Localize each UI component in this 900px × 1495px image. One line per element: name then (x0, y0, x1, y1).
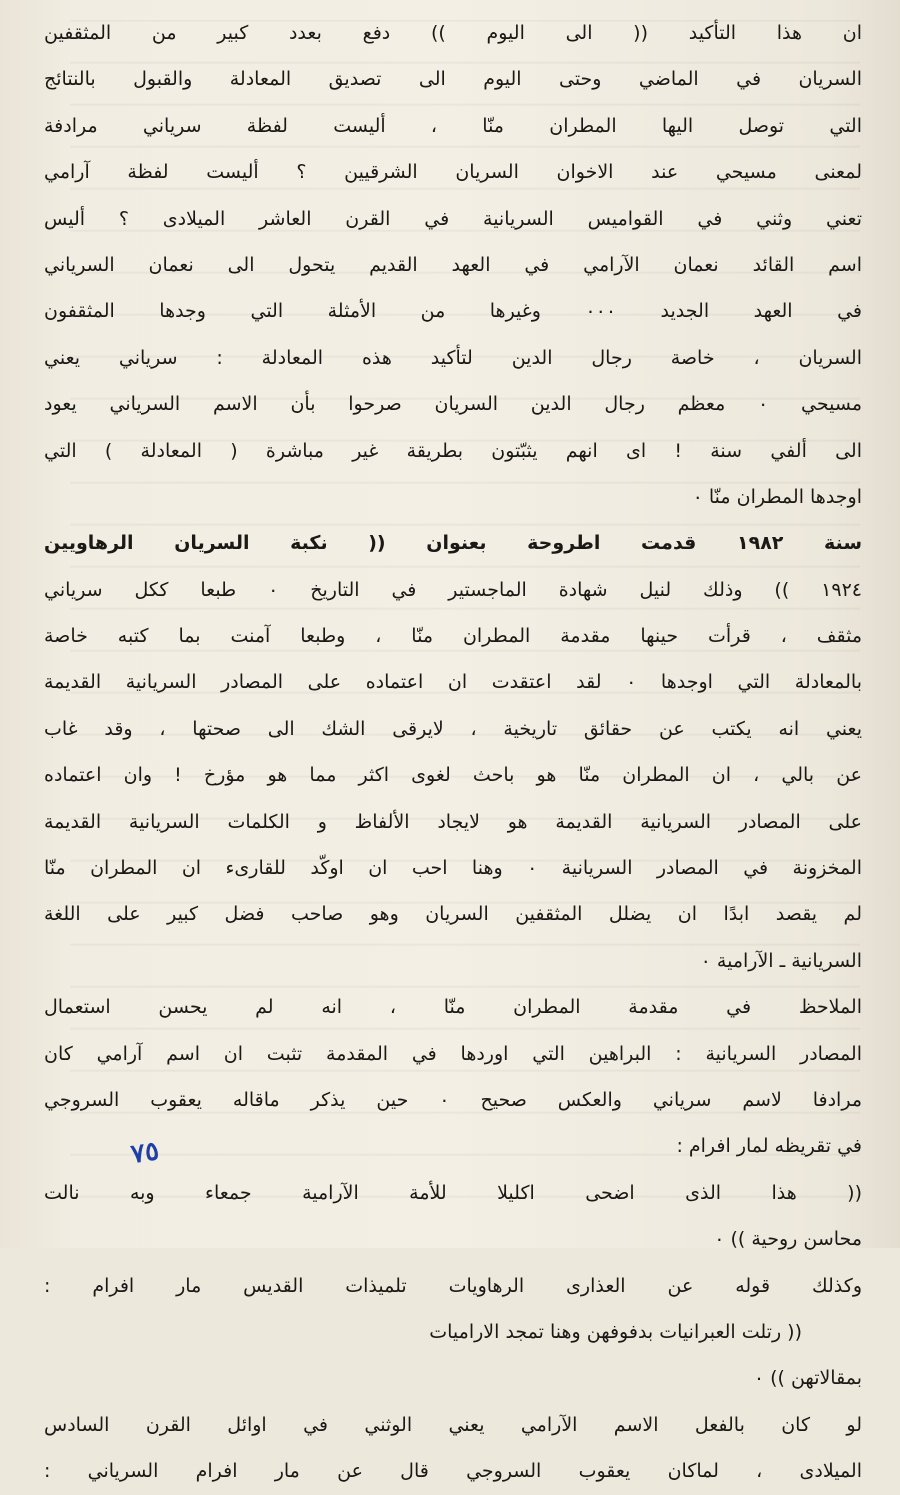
text-line: المخزونة في المصادر السريانية ٠ وهنا احب ان اوكّد للقارىء ان المطران منّا (44, 857, 862, 880)
text-line: لمعنى مسيحي عند الاخوان السريان الشرقيين ؟ أليست لفظة آرامي (44, 161, 862, 184)
text-line: يعني انه يكتب عن حقائق تاريخية ، لايرقى الشك الى صحتها ، وقد غاب (44, 717, 862, 740)
arabic-text-body (44, 10, 862, 1495)
text-line: مسيحي ٠ معظم رجال الدين السريان صرحوا بأن الاسم السرياني يعود (44, 393, 862, 416)
text-line: الملاحظ في مقدمة المطران منّا ، انه لم يحسن استعمال (44, 996, 862, 1019)
text-line: السريان ، خاصة رجال الدين لتأكيد هذه المعادلة : سرياني يعني (44, 346, 862, 369)
text-line: ان هذا التأكيد (( الى اليوم )) دفع بعدد كبير من المثقفين (44, 22, 862, 44)
text-line: على المصادر السريانية القديمة هو لايجاد الألفاظ و الكلمات السريانية القديمة (44, 810, 862, 833)
text-line: اسم القائد نعمان الآرامي في العهد القديم يتحول الى نعمان السرياني (44, 253, 862, 276)
text-line-title: سنة ١٩٨٢ قدمت اطروحة بعنوان (( نكبة السريان الرهاويين (44, 532, 862, 555)
quote-line: (( هذا الذى اضحى اكليلا للأمة الآرامية جمعاء وبه نالت (44, 1181, 862, 1204)
text-line: تعني وثني في القواميس السريانية في القرن العاشر الميلادى ؟ أليس (44, 207, 862, 230)
text-line: الميلادى ، لماكان يعقوب السروجي قال عن مار افرام السرياني : (44, 1460, 862, 1483)
text-line: عن بالي ، ان المطران منّا هو باحث لغوى اكثر مما هو مؤرخ ! وان اعتماده (44, 764, 862, 787)
text-line: التي توصل اليها المطران منّا ، أليست لفظة سرياني مرادفة (44, 114, 862, 137)
text-line: في تقريظه لمار افرام : (676, 1135, 862, 1158)
text-line: السريان في الماضي وحتى اليوم الى تصديق المعادلة والقبول بالنتائج (44, 68, 862, 91)
quote-line: بمقالاتهن )) ٠ (753, 1367, 862, 1390)
text-line: الى ألفي سنة ! اى انهم يثبّتون بطريقة غير مباشرة ( المعادلة ) التي (44, 439, 862, 462)
text-line: ١٩٢٤ )) وذلك لنيل شهادة الماجستير في التاريخ ٠ طبعا ككل سرياني (44, 578, 862, 601)
text-line: مرادفا لاسم سرياني والعكس صحيح ٠ حين يذكر ماقاله يعقوب السروجي (44, 1088, 862, 1111)
text-line: المصادر السريانية : البراهين التي اوردها في المقدمة تثبت ان اسم آرامي كان (44, 1042, 862, 1065)
text-line: لم يقصد ابدًا ان يضلل المثقفين السريان وهو صاحب فضل كبير على اللغة (44, 903, 862, 926)
text-line: في العهد الجديد ٠٠٠ وغيرها من الأمثلة التي وجدها المثقفون (44, 300, 862, 323)
text-line: اوجدها المطران منّا ٠ (692, 485, 862, 508)
text-line: مثقف ، قرأت حينها مقدمة المطران منّا ، وطبعا آمنت بما كتبه خاصة (44, 625, 862, 648)
text-line: بالمعادلة التي اوجدها ٠ لقد اعتقدت ان اعتماده على المصادر السريانية القديمة (44, 671, 862, 694)
quote-line: محاسن روحية )) ٠ (714, 1228, 862, 1251)
quote-line: (( رتلت العبرانيات بدفوفهن وهنا تمجد الاراميات (429, 1320, 802, 1343)
text-line: وكذلك قوله عن العذارى الرهاويات تلميذات القديس مار افرام : (44, 1274, 862, 1297)
text-line: لو كان بالفعل الاسم الآرامي يعني الوثني في اوائل القرن السادس (44, 1413, 862, 1436)
handwritten-annotation: ٧٥ (129, 1136, 161, 1170)
text-line: السريانية ـ الآرامية ٠ (700, 949, 862, 972)
